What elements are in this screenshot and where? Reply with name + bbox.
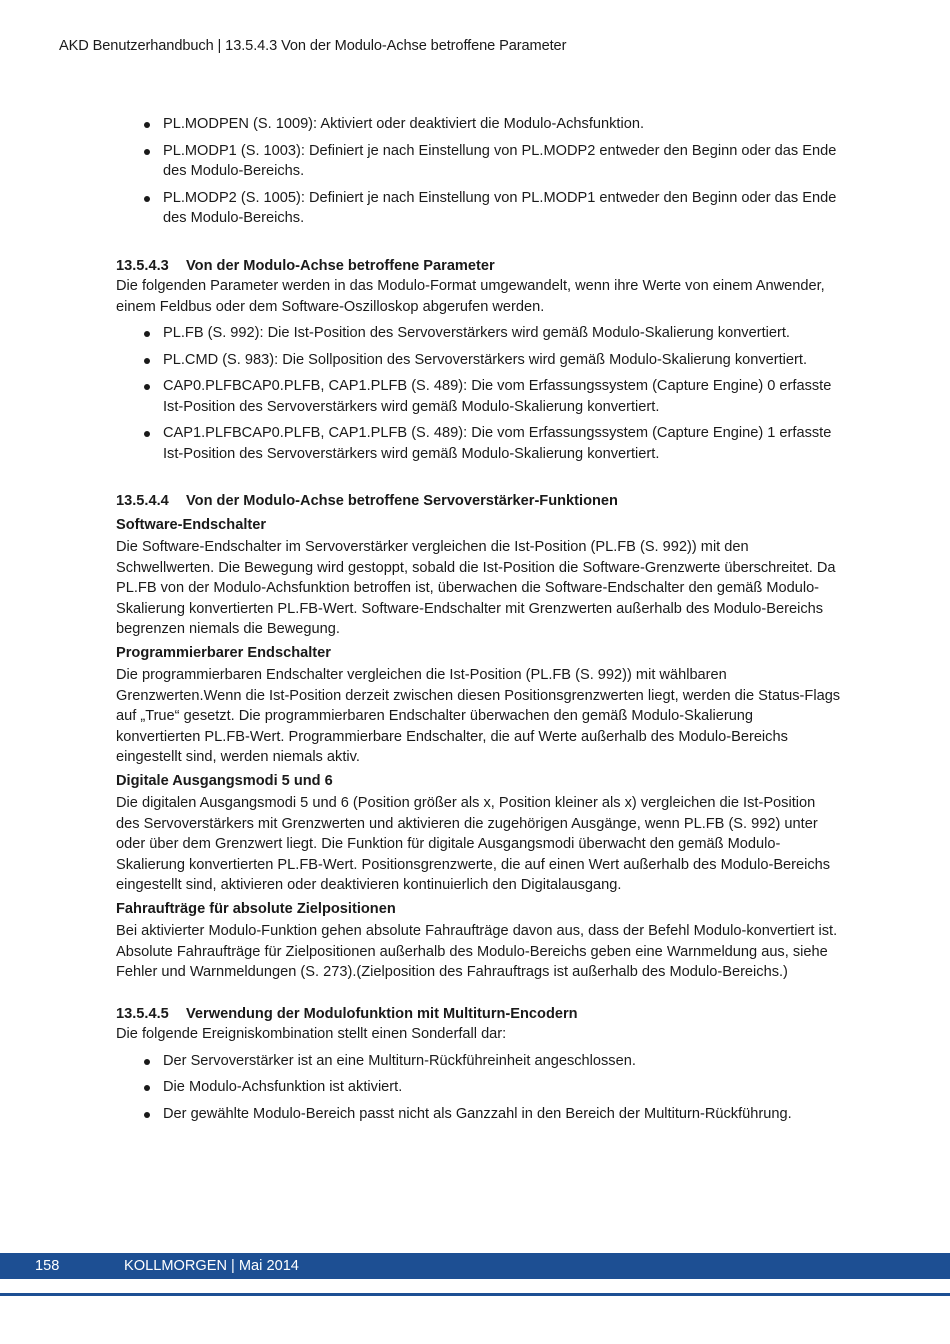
- subheading-programmierbarer-endschalter: Programmierbarer Endschalter: [116, 644, 331, 661]
- list-item: PL.MODP1 (S. 1003): Definiert je nach Einstellung von PL.MODP2 entweder den Beginn oder das Ende des Modulo-Bereichs.: [116, 141, 841, 182]
- page-content: [116, 114, 841, 1130]
- section-heading-13-5-4-5: [116, 1004, 841, 1025]
- paragraph: Die digitalen Ausgangsmodi 5 und 6 (Position größer als x, Position kleiner als x) vergleichen die Ist-Position des Servoverstärkers mit Grenzwerten und aktivieren die zugehörigen Ausgänge, wenn PL.FB (S. 992) unter oder über dem Grenzwert liegt. Die Funktion für digitale Ausgangsmodi überwacht den gemäß Modulo-Skalierung konvertierten PL.FB-Wert. Positionsgrenzwerte, die auf einen Wert außerhalb des Modulo-Bereichs eingestellt sind, aktivieren oder deaktivieren kontinuierlich den Digitalausgang.: [116, 795, 831, 893]
- list-item: PL.CMD (S. 983): Die Sollposition des Servoverstärkers wird gemäß Modulo-Skalierung konvertiert.: [116, 350, 841, 371]
- footer-bar: [0, 1253, 950, 1279]
- section-intro: Die folgenden Parameter werden in das Modulo-Format umgewandelt, wenn ihre Werte von einem Anwender, einem Feldbus oder dem Software-Oszilloskop abgerufen werden.: [116, 278, 825, 315]
- list-item: PL.MODPEN (S. 1009): Aktiviert oder deaktiviert die Modulo-Achsfunktion.: [116, 114, 841, 135]
- section-number: 13.5.4.3: [116, 257, 169, 274]
- section-number: 13.5.4.5: [116, 1005, 169, 1022]
- paragraph: Die Software-Endschalter im Servoverstärker vergleichen die Ist-Position (PL.FB (S. 992)) mit den Schwellwerten. Die Bewegung wird gestoppt, sobald die Ist-Position die Software-Grenzwerte überschreitet. Da PL.FB von der Modulo-Achsfunktion betroffen ist, überwachen die Software-Endschalter den gemäß Modulo-Skalierung konvertierten PL.FB-Wert. Software-Endschalter mit Grenzwerten außerhalb des Modulo-Bereichs begrenzen niemals die Bewegung.: [116, 539, 836, 637]
- list-item: Der gewählte Modulo-Bereich passt nicht als Ganzzahl in den Bereich der Multiturn-Rückführung.: [116, 1104, 841, 1125]
- special-case-list: [116, 1051, 841, 1125]
- list-item: PL.FB (S. 992): Die Ist-Position des Servoverstärkers wird gemäß Modulo-Skalierung konvertiert.: [116, 323, 841, 344]
- section-title: Verwendung der Modulofunktion mit Multiturn-Encodern: [186, 1005, 578, 1022]
- footer-company: KOLLMORGEN | Mai 2014: [124, 1258, 299, 1274]
- section-title: Von der Modulo-Achse betroffene Servoverstärker-Funktionen: [186, 493, 618, 509]
- section-number: 13.5.4.4: [116, 493, 169, 509]
- page-number: 158: [35, 1258, 60, 1274]
- list-item: Der Servoverstärker ist an eine Multiturn-Rückführeinheit angeschlossen.: [116, 1051, 841, 1072]
- section-heading-13-5-4-4: [116, 491, 841, 512]
- list-item: PL.MODP2 (S. 1005): Definiert je nach Einstellung von PL.MODP1 entweder den Beginn oder das Ende des Modulo-Bereichs.: [116, 188, 841, 229]
- list-item: Die Modulo-Achsfunktion ist aktiviert.: [116, 1077, 841, 1098]
- section-title: Von der Modulo-Achse betroffene Parameter: [186, 257, 495, 274]
- subheading-digitale-ausgangsmodi: Digitale Ausgangsmodi 5 und 6: [116, 772, 333, 789]
- affected-parameter-list: [116, 323, 841, 464]
- paragraph: Die programmierbaren Endschalter vergleichen die Ist-Position (PL.FB (S. 992)) mit wählbaren Grenzwerten.Wenn die Ist-Position derzeit zwischen diesen Positionsgrenzwerten liegt, werden die Status-Flags auf „True“ gesetzt. Die programmierbaren Endschalter überwachen den gemäß Modulo-Skalierung konvertierten PL.FB-Wert. Programmierbare Endschalter, die auf Werte außerhalb des Modulo-Bereichs eingestellt sind, werden niemals aktiv.: [116, 667, 841, 765]
- modulo-parameter-list: [116, 114, 841, 229]
- section-heading-13-5-4-3: [116, 256, 841, 277]
- paragraph: Bei aktivierter Modulo-Funktion gehen absolute Fahraufträge davon aus, dass der Befehl Modulo-konvertiert ist. Absolute Fahraufträge für Zielpositionen außerhalb des Modulo-Bereichs geben eine Warnmeldung aus, siehe Fehler und Warnmeldungen (S. 273).(Zielposition des Fahrauftrags ist außerhalb des Modulo-Bereichs.): [116, 923, 838, 980]
- subheading-software-endschalter: Software-Endschalter: [116, 516, 267, 533]
- page-header: AKD Benutzerhandbuch | 13.5.4.3 Von der Modulo-Achse betroffene Parameter: [59, 38, 567, 54]
- list-item: CAP0.PLFBCAP0.PLFB, CAP1.PLFB (S. 489): Die vom Erfassungssystem (Capture Engine) 0 erfasste Ist-Position des Servoverstärkers wird gemäß Modulo-Skalierung konvertiert.: [116, 376, 841, 417]
- list-item: CAP1.PLFBCAP0.PLFB, CAP1.PLFB (S. 489): Die vom Erfassungssystem (Capture Engine) 1 erfasste Ist-Position des Servoverstärkers wird gemäß Modulo-Skalierung konvertiert.: [116, 423, 841, 464]
- footer-divider: [0, 1293, 950, 1296]
- section-intro: Die folgende Ereigniskombination stellt einen Sonderfall dar:: [116, 1026, 507, 1042]
- subheading-fahrauftraege: Fahraufträge für absolute Zielpositionen: [116, 900, 396, 917]
